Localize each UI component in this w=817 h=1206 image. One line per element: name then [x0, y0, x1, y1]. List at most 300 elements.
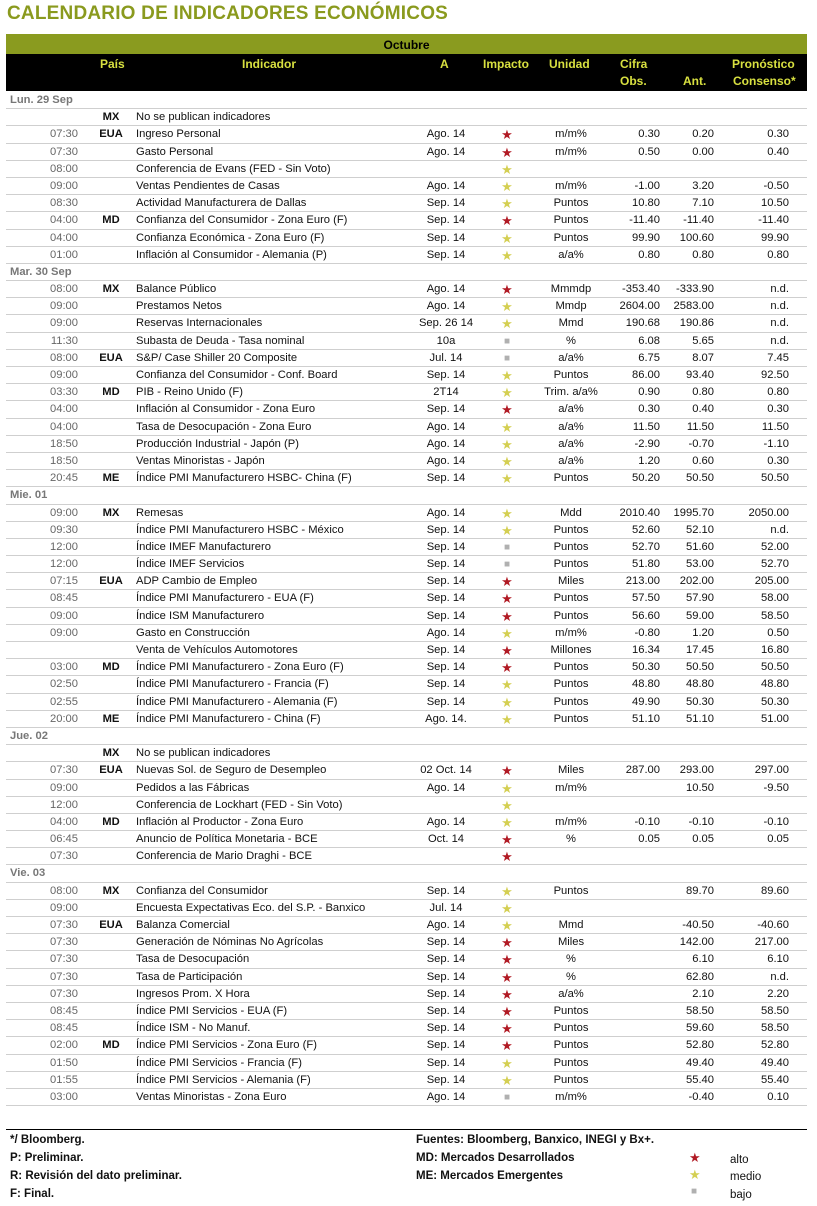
impact-medio-star-icon: ★ — [501, 694, 513, 710]
forecast-cell: 0.30 — [767, 403, 789, 416]
unit-cell: Puntos — [553, 695, 589, 708]
indicator-cell: Gasto Personal — [136, 145, 214, 158]
table-row — [6, 900, 807, 917]
ant-cell: 0.20 — [692, 128, 714, 141]
period-cell: Ago. 14 — [426, 454, 466, 467]
period-cell: Ago. 14 — [426, 437, 466, 450]
forecast-cell: 58.50 — [761, 1004, 789, 1017]
impact-medio-star-icon: ★ — [501, 419, 513, 435]
header-a: A — [440, 57, 449, 71]
period-cell: Oct. 14 — [427, 833, 465, 846]
table-row — [6, 505, 807, 522]
time-cell: 08:00 — [50, 351, 78, 364]
header-consenso: Consenso* — [733, 74, 796, 88]
legend-alto-star-icon: ★ — [689, 1150, 701, 1165]
indicator-cell: Índice PMI Servicios - Francia (F) — [136, 1056, 302, 1069]
table-row — [6, 419, 807, 436]
impact-medio-star-icon: ★ — [501, 368, 513, 383]
forecast-cell: n.d. — [770, 317, 789, 330]
impact-medio-star-icon: ★ — [501, 161, 513, 177]
period-cell: Ago. 14 — [426, 128, 466, 141]
unit-cell: Mmmdp — [550, 283, 592, 296]
unit-cell: Puntos — [553, 678, 589, 691]
obs-cell: 49.90 — [632, 695, 660, 708]
table-row — [6, 1020, 807, 1037]
time-cell: 08:45 — [50, 1004, 78, 1017]
indicator-cell: Índice PMI Manufacturero - Alemania (F) — [136, 695, 338, 708]
obs-cell: -353.40 — [622, 283, 660, 296]
ant-cell: 89.70 — [686, 884, 714, 897]
forecast-cell: 0.05 — [767, 833, 789, 846]
impact-medio-star-icon: ★ — [501, 625, 513, 641]
forecast-cell: 0.30 — [767, 128, 789, 141]
period-cell: Ago. 14 — [426, 179, 466, 192]
impact-alto-star-icon: ★ — [501, 213, 513, 229]
ant-cell: 17.45 — [686, 644, 714, 656]
table-row — [6, 109, 807, 126]
ant-cell: 59.00 — [686, 609, 714, 622]
unit-cell: a/a% — [558, 437, 584, 450]
impact-medio-star-icon: ★ — [501, 505, 513, 521]
time-cell: 07:30 — [50, 764, 78, 777]
impact-bajo-square-icon: ■ — [503, 541, 511, 553]
impact-medio-star-icon: ★ — [501, 196, 513, 212]
indicator-cell: Inflación al Consumidor - Alemania (P) — [136, 248, 327, 261]
ant-cell: 50.50 — [686, 661, 714, 674]
time-cell: 20:45 — [50, 472, 78, 485]
impact-medio-star-icon: ★ — [501, 471, 513, 487]
obs-cell: 50.30 — [632, 661, 660, 674]
forecast-cell: 0.10 — [767, 1090, 789, 1103]
table-row — [6, 969, 807, 986]
period-cell: Sep. 14 — [426, 936, 466, 949]
unit-cell: Miles — [557, 764, 585, 777]
time-cell: 20:00 — [50, 712, 78, 725]
period-cell: Sep. 14 — [426, 472, 466, 485]
obs-cell: 52.70 — [632, 540, 660, 553]
impact-alto-star-icon: ★ — [501, 935, 513, 951]
impact-medio-star-icon: ★ — [501, 900, 513, 916]
obs-cell: -0.80 — [634, 626, 660, 639]
country-cell: MX — [102, 506, 120, 519]
forecast-cell: 217.00 — [754, 936, 789, 949]
obs-cell: -11.40 — [629, 214, 660, 227]
forecast-cell: 2.20 — [767, 987, 789, 1000]
ant-cell: 52.80 — [686, 1039, 714, 1052]
time-cell: 07:30 — [50, 953, 78, 966]
ant-cell: 93.40 — [686, 369, 714, 381]
forecast-cell: n.d. — [770, 970, 789, 983]
indicator-cell: Venta de Vehículos Automotores — [136, 644, 298, 656]
ant-cell: -40.50 — [682, 919, 714, 931]
period-cell: Sep. 14 — [426, 592, 466, 605]
time-cell: 09:00 — [50, 506, 78, 519]
table-row — [6, 642, 807, 659]
unit-cell: Mmdp — [555, 300, 587, 313]
indicator-cell: Inflación al Consumidor - Zona Euro — [136, 403, 316, 416]
indicator-cell: No se publican indicadores — [136, 747, 271, 760]
country-cell: EUA — [99, 575, 123, 588]
table-row — [6, 281, 807, 298]
time-cell: 02:00 — [50, 1039, 78, 1052]
period-cell: Sep. 14 — [426, 1004, 466, 1017]
table-row — [6, 1072, 807, 1089]
ant-cell: 58.50 — [686, 1004, 714, 1017]
period-cell: Jul. 14 — [429, 901, 463, 914]
impact-medio-star-icon: ★ — [501, 316, 513, 332]
unit-cell: Puntos — [553, 1004, 589, 1017]
forecast-cell: -0.10 — [763, 815, 789, 828]
day-header-row — [6, 728, 807, 745]
ant-cell: 49.40 — [686, 1056, 714, 1069]
md-definition: MD: Mercados Desarrollados — [416, 1152, 575, 1164]
indicator-cell: Conferencia de Evans (FED - Sin Voto) — [136, 162, 331, 175]
time-cell: 09:00 — [50, 626, 78, 639]
period-cell: Sep. 14 — [426, 197, 466, 210]
unit-cell: a/a% — [558, 403, 584, 416]
country-cell: MD — [102, 1039, 120, 1052]
forecast-cell: 92.50 — [761, 369, 789, 381]
unit-cell: Millones — [550, 644, 592, 656]
indicator-cell: Confianza del Consumidor — [136, 884, 268, 897]
time-cell: 01:00 — [50, 248, 78, 261]
time-cell: 09:00 — [50, 179, 78, 192]
unit-cell: Puntos — [553, 1022, 589, 1035]
obs-cell: 213.00 — [625, 575, 660, 588]
ant-cell: 100.60 — [679, 231, 714, 244]
obs-cell: 0.30 — [638, 403, 660, 416]
impact-alto-star-icon: ★ — [501, 952, 513, 968]
forecast-cell: 2050.00 — [748, 506, 789, 519]
forecast-cell: 52.80 — [761, 1039, 789, 1052]
impact-alto-star-icon: ★ — [501, 969, 513, 985]
table-row — [6, 762, 807, 779]
country-cell: EUA — [99, 351, 123, 364]
period-cell: Ago. 14 — [426, 300, 466, 313]
forecast-cell: 50.50 — [761, 661, 789, 674]
day-header-row — [6, 92, 807, 109]
page-title: CALENDARIO DE INDICADORES ECONÓMICOS — [7, 3, 449, 24]
time-cell: 04:00 — [50, 815, 78, 828]
table-row — [6, 453, 807, 470]
time-cell: 09:00 — [50, 369, 78, 381]
unit-cell: Puntos — [553, 1039, 589, 1052]
calendar-table — [6, 92, 807, 1106]
period-cell: Sep. 14 — [426, 678, 466, 691]
obs-cell: 6.75 — [638, 351, 660, 364]
impact-alto-star-icon: ★ — [501, 1003, 513, 1019]
ant-cell: 51.60 — [686, 540, 714, 553]
country-cell: MX — [102, 747, 120, 760]
obs-cell: 0.90 — [638, 386, 660, 399]
day-label: Mar. 30 Sep — [10, 265, 72, 278]
obs-cell: -2.90 — [634, 437, 660, 450]
obs-cell: 48.80 — [632, 678, 660, 691]
indicator-cell: Nuevas Sol. de Seguro de Desempleo — [136, 764, 327, 777]
impact-alto-star-icon: ★ — [501, 127, 513, 143]
indicator-cell: Gasto en Construcción — [136, 626, 250, 639]
impact-alto-star-icon: ★ — [501, 608, 513, 624]
indicator-cell: Prestamos Netos — [136, 300, 222, 313]
forecast-cell: 51.00 — [761, 712, 789, 725]
period-cell: Ago. 14. — [425, 712, 467, 725]
table-row — [6, 934, 807, 951]
legend-bajo-square-icon: ■ — [691, 1186, 698, 1197]
table-row — [6, 883, 807, 900]
period-cell: 10a — [436, 334, 456, 347]
legend-medio-label: medio — [730, 1171, 762, 1183]
legend-bajo-label: bajo — [730, 1189, 752, 1201]
forecast-cell: 10.50 — [761, 197, 789, 210]
unit-cell: Puntos — [553, 231, 589, 244]
table-row — [6, 436, 807, 453]
unit-cell: % — [566, 833, 576, 846]
time-cell: 09:00 — [50, 609, 78, 622]
day-label: Lun. 29 Sep — [10, 94, 73, 106]
table-row — [6, 144, 807, 161]
unit-cell: m/m% — [555, 128, 587, 141]
obs-cell: 190.68 — [625, 317, 660, 330]
table-row — [6, 1055, 807, 1072]
impact-bajo-square-icon: ■ — [503, 335, 511, 347]
impact-medio-star-icon: ★ — [501, 436, 513, 452]
day-header-row — [6, 487, 807, 504]
obs-cell: 99.90 — [632, 231, 660, 244]
time-cell: 07:15 — [50, 575, 78, 588]
ant-cell: 6.10 — [692, 953, 714, 966]
time-cell: 03:30 — [50, 386, 78, 399]
header-unidad: Unidad — [549, 57, 590, 71]
table-row — [6, 126, 807, 143]
table-row — [6, 522, 807, 539]
impact-medio-star-icon: ★ — [501, 385, 513, 401]
country-cell: MD — [102, 214, 120, 227]
unit-cell: Puntos — [553, 197, 589, 210]
indicator-cell: Pedidos a las Fábricas — [136, 781, 250, 794]
header-impacto: Impacto — [483, 57, 530, 71]
obs-cell: 57.50 — [632, 592, 660, 605]
forecast-cell: -40.60 — [757, 919, 789, 931]
table-row — [6, 556, 807, 573]
indicator-cell: Ingresos Prom. X Hora — [136, 987, 250, 1000]
indicator-cell: Tasa de Desocupación — [136, 953, 250, 966]
forecast-cell: -0.50 — [763, 179, 789, 192]
period-cell: Ago. 14 — [426, 626, 466, 639]
impact-medio-star-icon: ★ — [501, 918, 513, 933]
impact-alto-star-icon: ★ — [501, 832, 513, 848]
table-header — [6, 54, 807, 91]
country-cell: ME — [102, 712, 120, 725]
period-cell: Ago. 14 — [426, 506, 466, 519]
period-cell: Ago. 14 — [426, 781, 466, 794]
table-row — [6, 212, 807, 229]
time-cell: 08:00 — [50, 283, 78, 296]
obs-cell: 0.05 — [638, 833, 660, 846]
forecast-cell: 0.40 — [767, 145, 789, 158]
forecast-cell: 89.60 — [761, 884, 789, 897]
time-cell: 03:00 — [50, 1090, 78, 1103]
forecast-cell: -11.40 — [758, 214, 789, 227]
table-row — [6, 298, 807, 315]
month-header: Octubre — [6, 34, 807, 54]
time-cell: 04:00 — [50, 403, 78, 416]
ant-cell: 142.00 — [679, 936, 714, 949]
period-cell: Sep. 14 — [426, 609, 466, 622]
ant-cell: 57.90 — [686, 592, 714, 605]
unit-cell: a/a% — [558, 351, 584, 364]
indicator-cell: Balanza Comercial — [136, 919, 230, 931]
indicator-cell: Actividad Manufacturera de Dallas — [136, 197, 307, 210]
day-header-row — [6, 865, 807, 882]
indicator-cell: Confianza del Consumidor - Conf. Board — [136, 369, 338, 381]
impact-medio-star-icon: ★ — [501, 780, 513, 796]
ant-cell: 0.80 — [692, 386, 714, 399]
ant-cell: 62.80 — [686, 970, 714, 983]
unit-cell: Puntos — [553, 472, 589, 485]
impact-medio-star-icon: ★ — [501, 677, 513, 693]
obs-cell: -1.00 — [634, 179, 660, 192]
indicator-cell: Índice IMEF Manufacturero — [136, 540, 271, 553]
impact-alto-star-icon: ★ — [501, 574, 513, 590]
period-cell: Ago. 14 — [426, 919, 466, 931]
impact-medio-star-icon: ★ — [501, 711, 513, 727]
day-label: Jue. 02 — [10, 729, 48, 742]
time-cell: 07:30 — [50, 850, 78, 863]
impact-medio-star-icon: ★ — [501, 522, 513, 538]
period-cell: Sep. 14 — [426, 369, 466, 381]
country-cell: EUA — [99, 128, 123, 141]
unit-cell: m/m% — [555, 781, 587, 794]
table-row — [6, 367, 807, 384]
me-definition: ME: Mercados Emergentes — [416, 1170, 563, 1182]
ant-cell: 11.50 — [686, 420, 714, 433]
ant-cell: 3.20 — [692, 179, 714, 192]
time-cell: 09:00 — [50, 901, 78, 914]
forecast-cell: 6.10 — [767, 953, 789, 966]
indicator-cell: Índice IMEF Servicios — [136, 558, 245, 571]
unit-cell: m/m% — [555, 626, 587, 639]
header-obs: Obs. — [620, 74, 647, 88]
time-cell: 07:30 — [50, 936, 78, 949]
ant-cell: 8.07 — [692, 351, 714, 364]
time-cell: 12:00 — [50, 540, 78, 553]
period-cell: Sep. 14 — [426, 1022, 466, 1035]
indicator-cell: Encuesta Expectativas Eco. del S.P. - Banxico — [136, 901, 366, 914]
time-cell: 07:30 — [50, 919, 78, 931]
table-row — [6, 951, 807, 968]
impact-medio-star-icon: ★ — [501, 1055, 513, 1071]
ant-cell: 51.10 — [686, 712, 714, 725]
time-cell: 18:50 — [50, 454, 78, 467]
table-row — [6, 848, 807, 865]
table-row — [6, 573, 807, 590]
unit-cell: % — [566, 334, 576, 347]
ant-cell: -333.90 — [676, 283, 714, 296]
obs-cell: 52.60 — [632, 523, 660, 536]
indicator-cell: PIB - Reino Unido (F) — [136, 386, 243, 399]
obs-cell: 0.50 — [638, 145, 660, 158]
impact-alto-star-icon: ★ — [501, 282, 513, 298]
forecast-cell: 11.50 — [761, 420, 789, 433]
time-cell: 07:30 — [50, 128, 78, 141]
period-cell: Sep. 14 — [426, 884, 466, 897]
impact-bajo-square-icon: ■ — [503, 352, 511, 364]
impact-medio-star-icon: ★ — [501, 299, 513, 315]
unit-cell: m/m% — [555, 1090, 587, 1103]
period-cell: Sep. 14 — [426, 558, 466, 571]
impact-alto-star-icon: ★ — [501, 763, 513, 779]
table-row — [6, 384, 807, 401]
impact-medio-star-icon: ★ — [501, 453, 513, 469]
ant-cell: 0.05 — [692, 833, 714, 846]
ant-cell: 1995.70 — [673, 506, 714, 519]
indicator-cell: Índice PMI Servicios - Alemania (F) — [136, 1073, 311, 1086]
ant-cell: 50.50 — [686, 472, 714, 485]
unit-cell: a/a% — [558, 420, 584, 433]
impact-alto-star-icon: ★ — [501, 1038, 513, 1054]
unit-cell: Puntos — [553, 661, 589, 674]
obs-cell: 6.08 — [638, 334, 660, 347]
unit-cell: Puntos — [553, 609, 589, 622]
indicator-cell: Índice ISM - No Manuf. — [136, 1022, 251, 1035]
unit-cell: Mmd — [558, 919, 584, 931]
indicator-cell: Confianza del Consumidor - Zona Euro (F) — [136, 214, 348, 227]
country-cell: EUA — [99, 919, 123, 931]
forecast-cell: 58.00 — [761, 592, 789, 605]
indicator-cell: Generación de Nóminas No Agrícolas — [136, 936, 324, 949]
header-pronostico: Pronóstico — [732, 57, 795, 71]
unit-cell: m/m% — [555, 179, 587, 192]
unit-cell: m/m% — [555, 815, 587, 828]
forecast-cell: n.d. — [770, 523, 789, 536]
header-ant: Ant. — [683, 74, 707, 88]
time-cell: 01:55 — [50, 1073, 78, 1086]
impact-alto-star-icon: ★ — [501, 402, 513, 418]
indicator-cell: No se publican indicadores — [136, 111, 271, 124]
obs-cell: 0.80 — [638, 248, 660, 261]
obs-cell: 11.50 — [632, 420, 660, 433]
header-cifra: Cifra — [620, 57, 648, 71]
time-cell: 02:50 — [50, 678, 78, 691]
note-revision: R: Revisión del dato preliminar. — [10, 1170, 182, 1182]
period-cell: Ago. 14 — [426, 815, 466, 828]
indicator-cell: Índice PMI Manufacturero HSBC - México — [136, 523, 344, 536]
time-cell: 12:00 — [50, 558, 78, 571]
day-header-row — [6, 264, 807, 281]
period-cell: Sep. 14 — [426, 953, 466, 966]
indicator-cell: Índice PMI Manufacturero - EUA (F) — [136, 592, 314, 605]
time-cell: 04:00 — [50, 420, 78, 433]
impact-alto-star-icon: ★ — [501, 986, 513, 1002]
table-row — [6, 161, 807, 178]
forecast-cell: 7.45 — [767, 351, 789, 364]
forecast-cell: 99.90 — [761, 231, 789, 244]
ant-cell: 48.80 — [686, 678, 714, 691]
unit-cell: a/a% — [558, 987, 584, 1000]
ant-cell: 0.60 — [692, 454, 714, 467]
indicator-cell: Ventas Minoristas - Zona Euro — [136, 1090, 287, 1103]
forecast-cell: 58.50 — [761, 609, 789, 622]
forecast-cell: 16.80 — [761, 644, 789, 656]
forecast-cell: 297.00 — [754, 764, 789, 777]
impact-medio-star-icon: ★ — [501, 178, 513, 194]
table-row — [6, 470, 807, 487]
note-preliminar: P: Preliminar. — [10, 1152, 84, 1164]
ant-cell: 293.00 — [679, 764, 714, 777]
unit-cell: Puntos — [553, 592, 589, 605]
period-cell: Sep. 14 — [426, 1039, 466, 1052]
period-cell: Sep. 14 — [426, 695, 466, 708]
